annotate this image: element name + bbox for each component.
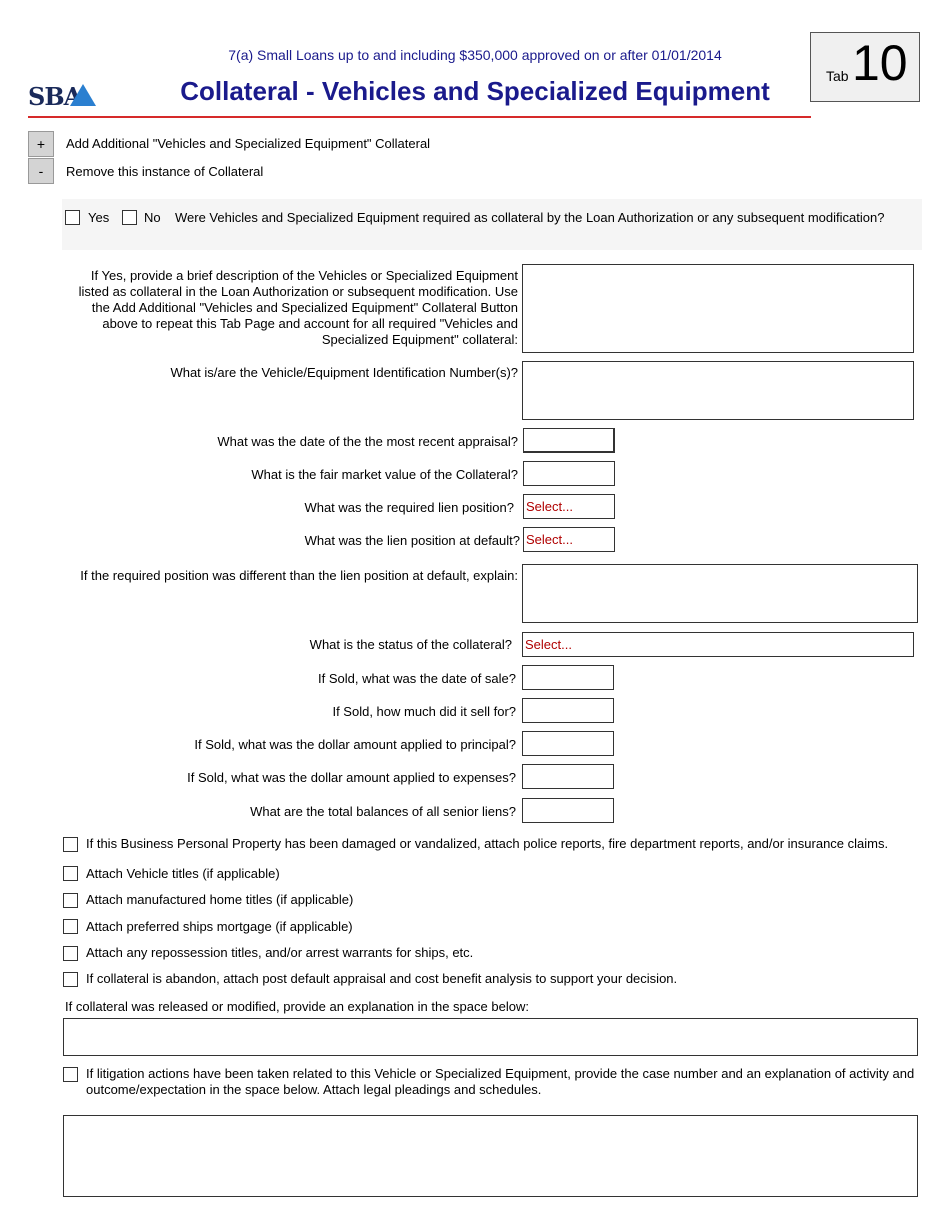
- add-collateral-button[interactable]: +: [28, 131, 54, 157]
- released-label: If collateral was released or modified, provide an explanation in the space below:: [65, 999, 529, 1014]
- attachment-checkbox-vehicle-titles[interactable]: [63, 866, 78, 881]
- applied-expenses-field[interactable]: [522, 764, 614, 789]
- yes-checkbox[interactable]: [65, 210, 80, 225]
- released-explanation-field[interactable]: [63, 1018, 918, 1056]
- tab-number: 10: [852, 35, 908, 91]
- sale-amount-label: If Sold, how much did it sell for?: [332, 704, 516, 719]
- sba-logo: SBA: [28, 82, 82, 111]
- remove-collateral-label: Remove this instance of Collateral: [66, 164, 264, 179]
- form-subtitle: 7(a) Small Loans up to and including $350,000 approved on or after 01/01/2014: [228, 47, 722, 63]
- attachment-label-home-titles: Attach manufactured home titles (if applicable): [86, 892, 354, 907]
- required-question-text: Were Vehicles and Specialized Equipment required as collateral by the Loan Authorization or any subsequent modification?: [175, 210, 885, 225]
- fair-market-value-label: What is the fair market value of the Collateral?: [251, 467, 518, 482]
- page-title: Collateral - Vehicles and Specialized Equipment: [180, 76, 770, 106]
- no-checkbox[interactable]: [122, 210, 137, 225]
- attachment-checkbox-abandon[interactable]: [63, 972, 78, 987]
- tab-label: Tab: [826, 68, 849, 84]
- attachment-checkbox-repossession[interactable]: [63, 946, 78, 961]
- sale-date-label: If Sold, what was the date of sale?: [317, 671, 516, 686]
- lien-at-default-select[interactable]: Select...: [523, 527, 615, 552]
- lien-difference-label: If the required position was different than the lien position at default, explain:: [80, 568, 518, 583]
- sale-date-field[interactable]: [522, 665, 614, 690]
- attachment-checkbox-ships-mortgage[interactable]: [63, 919, 78, 934]
- description-field[interactable]: [522, 264, 914, 353]
- header-divider: [28, 116, 811, 118]
- status-label: What is the status of the collateral?: [309, 637, 512, 652]
- sba-logo-mark-icon: [70, 84, 96, 106]
- sale-amount-field[interactable]: [522, 698, 614, 723]
- fair-market-value-field[interactable]: [523, 461, 615, 486]
- appraisal-date-field[interactable]: [523, 428, 615, 453]
- attachment-label-abandon: If collateral is abandon, attach post default appraisal and cost benefit analysis to support your decision.: [86, 971, 678, 986]
- lien-difference-field[interactable]: [522, 564, 918, 623]
- attachment-label-vehicle-titles: Attach Vehicle titles (if applicable): [86, 866, 280, 881]
- remove-collateral-button[interactable]: -: [28, 158, 54, 184]
- required-lien-label: What was the required lien position?: [304, 500, 514, 515]
- applied-expenses-label: If Sold, what was the dollar amount applied to expenses?: [187, 770, 516, 785]
- attachment-label-repossession: Attach any repossession titles, and/or arrest warrants for ships, etc.: [86, 945, 474, 960]
- vin-field[interactable]: [522, 361, 914, 420]
- attachment-checkbox-damage[interactable]: [63, 837, 78, 852]
- vin-label: What is/are the Vehicle/Equipment Identification Number(s)?: [170, 365, 518, 380]
- attachment-label-damage: If this Business Personal Property has been damaged or vandalized, attach police reports, fire department reports, and/or insurance claims.: [86, 836, 889, 851]
- attachment-checkbox-home-titles[interactable]: [63, 893, 78, 908]
- attachment-label-ships-mortgage: Attach preferred ships mortgage (if applicable): [86, 919, 353, 934]
- description-label: If Yes, provide a brief description of the Vehicles or Specialized Equipment listed as collateral in the Loan Authorization or subsequent modification. Use the Add Additional "Vehicles and Specialized Equipment" Collateral Button above to repeat this Tab Page and account for all required "Vehicles and Specialized Equipment" collateral:: [78, 268, 518, 347]
- add-collateral-label: Add Additional "Vehicles and Specialized Equipment" Collateral: [66, 136, 431, 151]
- required-lien-select[interactable]: Select...: [523, 494, 615, 519]
- yes-label: Yes: [88, 210, 110, 225]
- litigation-explanation-field[interactable]: [63, 1115, 918, 1197]
- applied-principal-label: If Sold, what was the dollar amount applied to principal?: [194, 737, 516, 752]
- lien-at-default-label: What was the lien position at default?: [304, 533, 520, 548]
- litigation-checkbox[interactable]: [63, 1067, 78, 1082]
- applied-principal-field[interactable]: [522, 731, 614, 756]
- senior-liens-label: What are the total balances of all senior liens?: [250, 804, 516, 819]
- status-select[interactable]: Select...: [522, 632, 914, 657]
- appraisal-date-label: What was the date of the the most recent appraisal?: [217, 434, 518, 449]
- no-label: No: [144, 210, 161, 225]
- litigation-label: If litigation actions have been taken related to this Vehicle or Specialized Equipment, provide the case number and an explanation of activity and outcome/expectation in the space below. Attach legal pleadings and schedules.: [86, 1066, 915, 1097]
- senior-liens-field[interactable]: [522, 798, 614, 823]
